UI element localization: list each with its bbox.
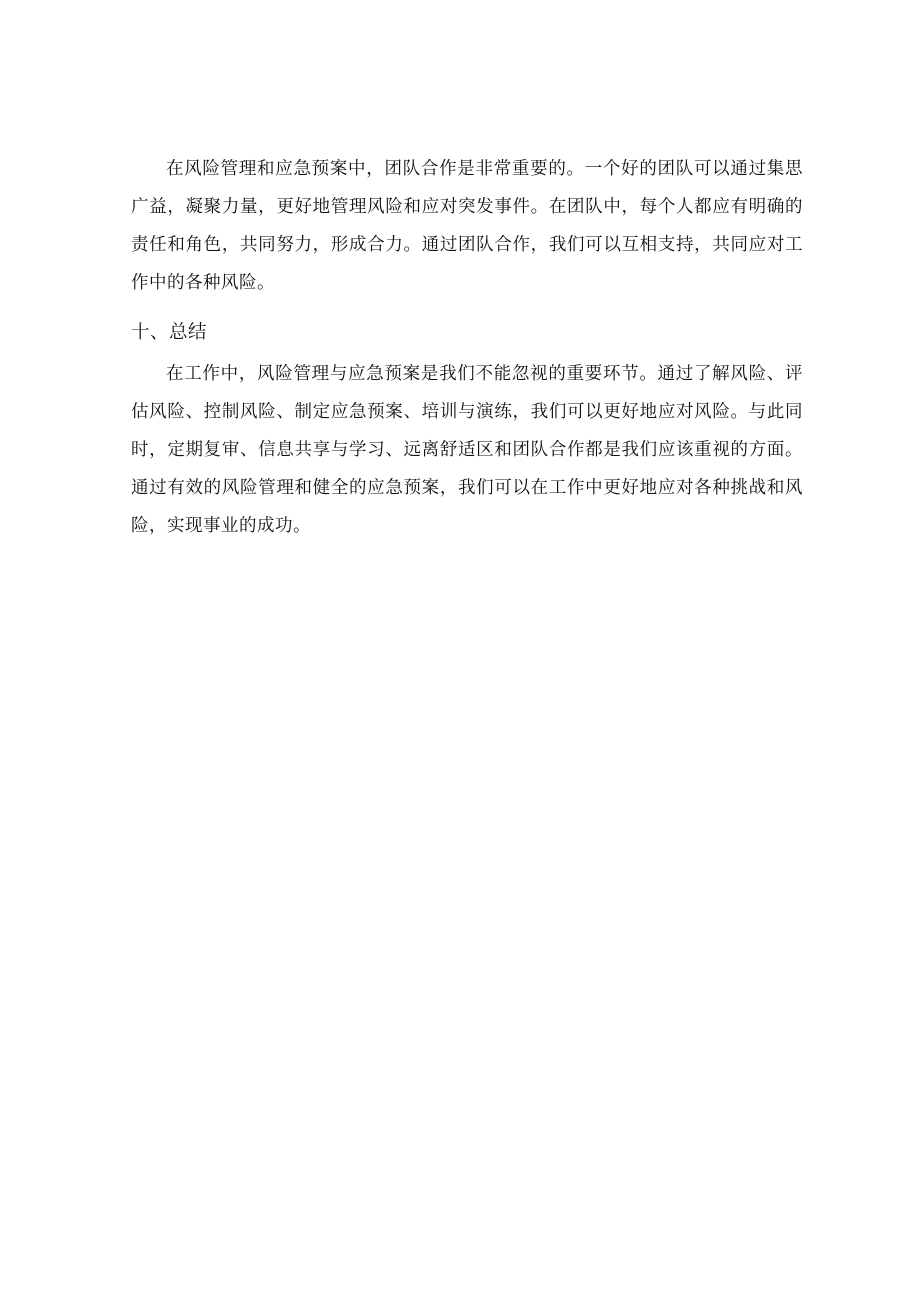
- section-heading-summary: 十、总结: [131, 322, 208, 343]
- paragraph-summary: 在工作中，风险管理与应急预案是我们不能忽视的重要环节。通过了解风险、评估风险、控制风险、制定应急预案、培训与演练，我们可以更好地应对风险。与此同时，定期复审、信息共享与学习、远离舒适区和团队合作都是我们应该重视的方面。通过有效的风险管理和健全的应急预案，我们可以在工作中更好地应对各种挑战和风险，实现事业的成功。: [131, 364, 803, 536]
- paragraph-teamwork: 在风险管理和应急预案中，团队合作是非常重要的。一个好的团队可以通过集思广益，凝聚力量，更好地管理风险和应对突发事件。在团队中，每个人都应有明确的责任和角色，共同努力，形成合力。通过团队合作，我们可以互相支持，共同应对工作中的各种风险。: [131, 159, 803, 293]
- document-body: [131, 150, 803, 545]
